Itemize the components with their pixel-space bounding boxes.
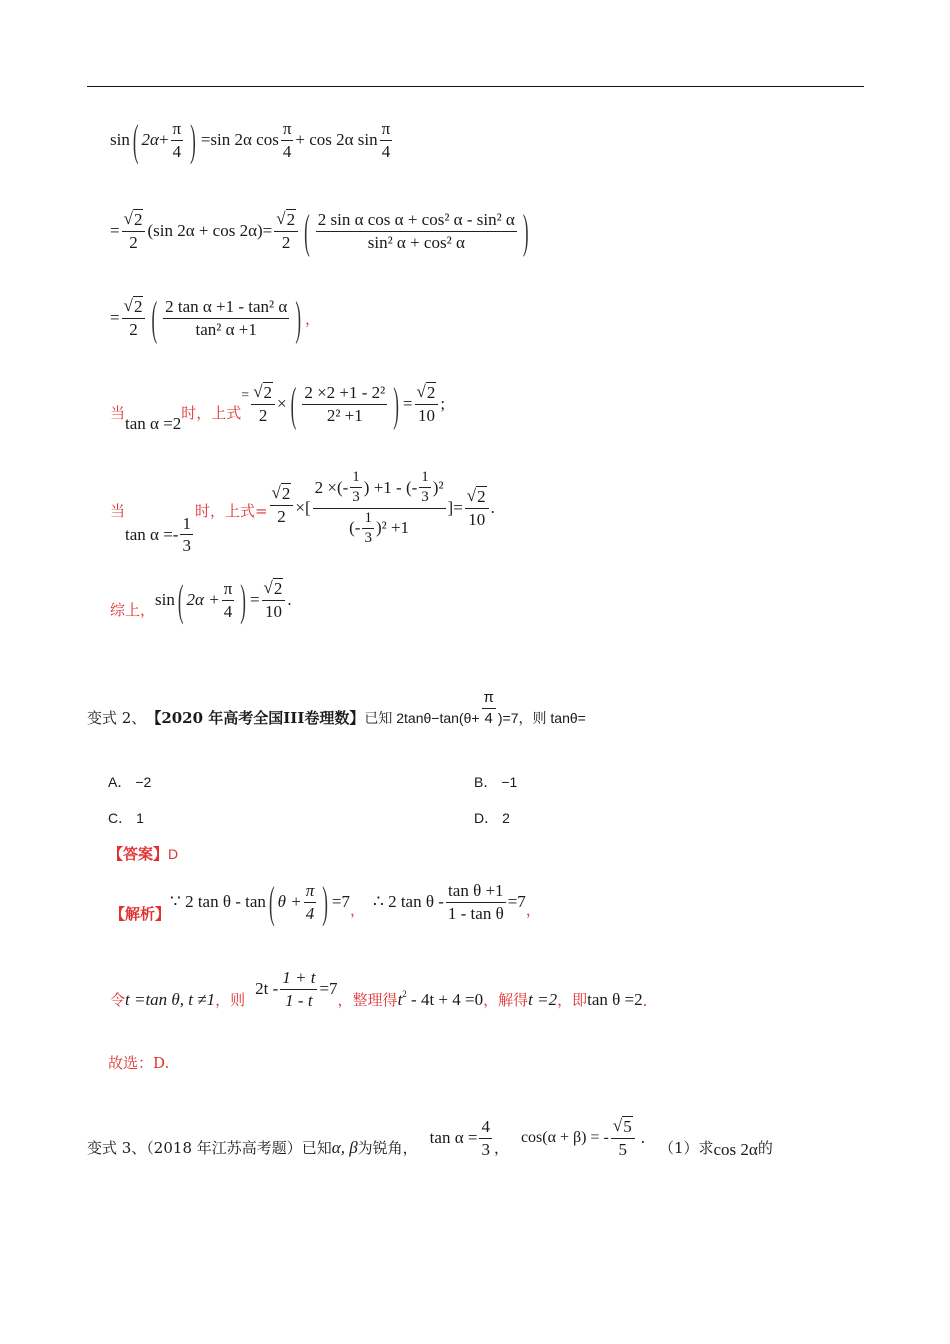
solve-expr: t =2 <box>528 990 558 1009</box>
then-label-3: ，则 <box>215 991 246 1009</box>
pi-over-4-c: $\frac{\pi}{4}$ <box>381 118 391 161</box>
option-a[interactable]: A． −2 <box>108 774 152 790</box>
option-d[interactable]: D． 2 <box>474 810 510 826</box>
let-label: 令 <box>110 991 126 1009</box>
let-expr: t =tan θ, t ≠1 <box>125 990 216 1009</box>
formula-line-1: sin ( 2α + $\frac{\pi}{4}$ ) =sin 2α cos $\frac{\pi}{4}$ + cos 2α sin $\frac{\pi}{4}$ <box>110 115 391 165</box>
comma-3: ， <box>525 901 541 919</box>
equals-sign: = <box>110 221 120 240</box>
variant2-known: 已知 2tanθ−tan(θ+ <box>364 710 480 726</box>
variant3-acute: 为锐角， <box>357 1139 418 1157</box>
close-bracket: ]= <box>447 498 463 517</box>
pi-over-4: $\frac{\pi}{4}$ <box>172 118 182 161</box>
two-alpha: 2α <box>141 130 159 149</box>
comma-4: ， <box>493 1139 509 1157</box>
header-rule <box>87 86 864 87</box>
option-c[interactable]: C． 1 <box>108 810 144 826</box>
sqrt2-over-2-c: √ 2 2 <box>122 296 146 339</box>
expansion-fraction: $\frac{\text{2 sin α cos α + cos² α - sin² α}}{\text{sin² α + cos² α}}$ <box>317 209 515 252</box>
tan-theta-fraction: $\frac{\text{tan θ +1}}{\text{1 - tan θ}}$ <box>447 880 504 923</box>
option-b[interactable]: B． −1 <box>474 774 518 790</box>
part1-label: （1）求 <box>658 1139 714 1157</box>
analysis-line: 【解析】 ∵ 2 tan θ - tan ( θ + $\frac{\pi}{4}$ ) =7 ， ∴ 2 tan θ - $\frac{\text{tan θ +1}}{\text{1 - tan θ}}$ =7 ， <box>110 877 541 927</box>
plus-sign: + <box>158 130 169 149</box>
therefore-expr: ∴ 2 tan θ - <box>373 892 444 911</box>
eq-3: = <box>249 590 260 609</box>
eq-2: = <box>402 394 413 413</box>
variant2-source: 【2020 年高考全国III卷理数】 <box>146 709 365 727</box>
times-bracket: ×[ <box>295 498 311 517</box>
eq-7: =7 <box>331 892 350 911</box>
semicolon: ; <box>440 394 446 413</box>
quadratic: $t^2 - 4t + 4 =0$ <box>397 989 484 1009</box>
sqrt2-over-10-c: √ 2 10 <box>262 578 286 621</box>
answer-value: D <box>168 845 179 862</box>
solve-label: ，解得 <box>483 991 529 1009</box>
rhs-text: =sin 2α cos <box>200 130 279 149</box>
when-label-2: 当 <box>110 502 126 520</box>
sqrt2-over-10-b: √ 2 10 <box>465 486 489 529</box>
comma-2: ， <box>349 901 365 919</box>
formula-line-3: = √ 2 2 ( $\frac{\text{2 tan α +1 - tan² α}}{\text{tan² α +1}}$ ) ， <box>110 291 320 345</box>
eq-7b: =7 <box>507 892 526 911</box>
condition-neg-third: tan α =- $\frac{1}{3}$ <box>125 513 191 556</box>
conclusion-line: 综上， sin ( 2α + $\frac{\pi}{4}$ ) = √ 2 10 . <box>110 575 292 625</box>
period-3: . <box>640 1128 645 1147</box>
because-expr: ∵ 2 tan θ - tan <box>170 892 266 911</box>
tan-fraction: $\frac{\text{2 tan α +1 - tan² α}}{\text{tan² α +1}}$ <box>165 296 288 339</box>
sin-text: sin <box>110 130 130 149</box>
two-alpha-plus: 2α + <box>186 590 220 609</box>
answer-label: 【答案】 <box>108 845 169 863</box>
pi-over-4-f: $\frac{\pi}{4}$ <box>305 880 315 923</box>
theta-plus: θ + <box>277 892 302 911</box>
rearrange-label: ，整理得 <box>337 991 398 1009</box>
sin-cos-sum: (sin 2α + cos 2α)= <box>147 221 273 240</box>
cos-lhs: cos(α + β) = - <box>520 1129 609 1146</box>
variant3-prefix: 变式 3、（2018 年江苏高考题）已知 <box>87 1139 332 1157</box>
then-label-2: 时，上式= <box>194 502 268 520</box>
comma: ， <box>304 309 320 328</box>
de-char: 的 <box>757 1139 773 1157</box>
then-label: 时，上式 <box>181 404 242 422</box>
formula-line-2: = √ 2 2 (sin 2α + cos 2α)= √ 2 2 ( $\frac{\text{2 sin α cos α + cos² α - sin² α}}{\text{sin² α + cos² α}}$ ) <box>110 204 529 258</box>
variant3-vars: α, β <box>331 1138 358 1157</box>
variant2-prefix: 变式 2、 <box>87 709 147 727</box>
when-label: 当 <box>110 404 126 422</box>
end-period: . <box>642 992 648 1010</box>
pi-over-4-b: $\frac{\pi}{4}$ <box>282 118 292 161</box>
equals-sign-3: = <box>110 308 120 327</box>
answer-line <box>108 843 178 864</box>
case2-fraction: 2 ×(- $\frac{1}{3}$ ) +1 - (- $\frac{1}{3}$ )² (- $\frac{1}{3}$ )² +1 <box>314 469 444 546</box>
sqrt2-over-2: √ 2 2 <box>122 209 146 252</box>
sqrt2-over-2-b: √ 2 2 <box>274 209 298 252</box>
substitution-line <box>110 962 647 1018</box>
rhs-text-2: + cos 2α sin <box>295 130 378 149</box>
conclusion-label: 综上， <box>110 601 156 619</box>
ie-expr: tan θ =2 <box>587 990 643 1009</box>
case-tan-neg-third <box>110 460 495 556</box>
four-thirds: $\frac{4}{3}$ <box>481 1116 490 1159</box>
case-tan-2: 当 tan α =2 时，上式 = √ 2 2 × ( $\frac{\text{2 ×2 +1 - 2²}}{\text{2² +1}}$ ) = √ 2 10 ; <box>110 377 446 433</box>
period: . <box>490 498 495 517</box>
times: × <box>277 394 287 413</box>
variant2-question <box>87 682 586 734</box>
period-2: . <box>287 590 292 609</box>
pi-over-4-d: $\frac{\pi}{4}$ <box>223 578 233 621</box>
tan-lhs: tan α = <box>429 1128 478 1147</box>
sqrt2-over-2-e: √ 2 2 <box>270 483 294 526</box>
pi-over-4-e: $\frac{\pi}{4}$ <box>483 689 494 727</box>
ie-label: ，即 <box>557 991 588 1009</box>
sqrt5-over-5: √ 5 5 <box>611 1116 635 1159</box>
sqrt2-over-10: √ 2 10 <box>415 382 439 425</box>
sin-text-2: sin <box>155 590 175 609</box>
variant3-question <box>87 1110 773 1166</box>
eq: = <box>241 388 250 403</box>
condition-tan-2: tan α =2 <box>125 414 182 433</box>
eq-in-t: 2t - $\frac{1 + t}{1 - t}$ =7 <box>255 968 338 1010</box>
sqrt2-over-2-d: √ 2 2 <box>251 382 275 425</box>
cos2a: cos 2α <box>713 1140 758 1159</box>
case1-fraction: $\frac{\text{2 ×2 +1 - 2²}}{\text{2² +1}}$ <box>304 382 386 425</box>
variant2-rest: )=7，则 tanθ= <box>497 710 586 726</box>
analysis-label: 【解析】 <box>110 905 171 923</box>
choose-line: 故选：D. <box>108 1054 170 1072</box>
